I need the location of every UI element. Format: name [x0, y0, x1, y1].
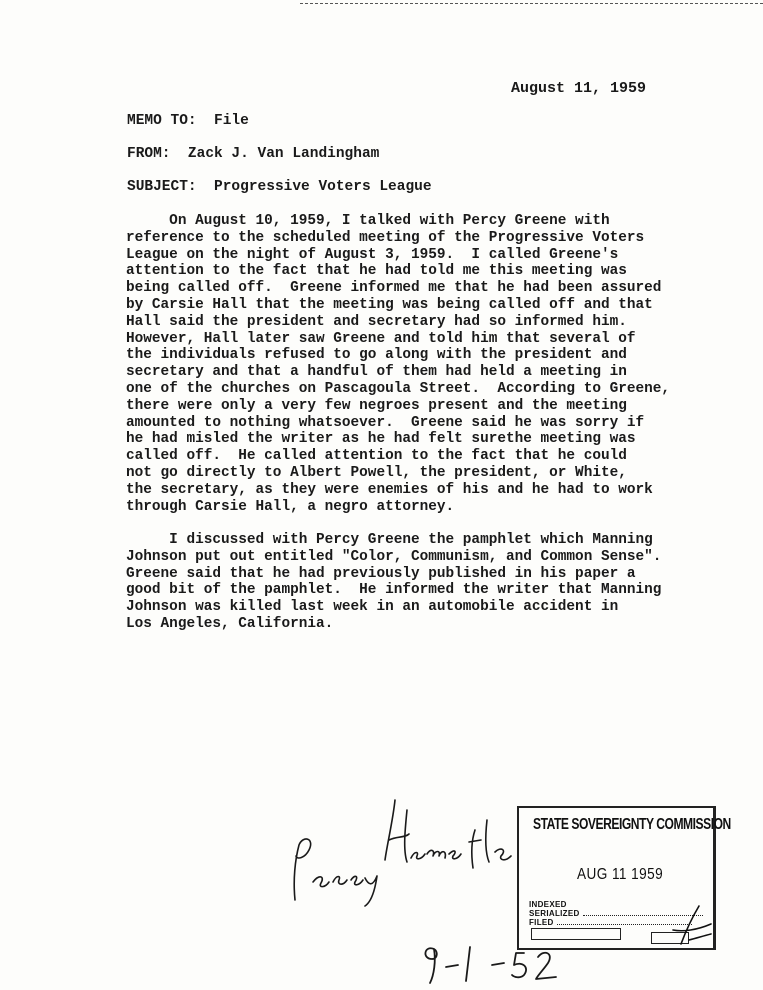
text-line: the individuals refused to go along with the president and: [126, 347, 627, 364]
text-line: the secretary, as they were enemies of his and he had to work: [126, 481, 653, 498]
memo-subject-line: [127, 179, 432, 195]
memo-subject-value: Progressive Voters League: [214, 179, 432, 195]
stamp-serialized-label: SERIALIZED: [529, 909, 580, 918]
memo-to-label: MEMO TO:: [127, 113, 197, 129]
stamp-date: AUG 11 1959: [577, 866, 664, 883]
handwritten-signature: [285, 790, 525, 910]
text-line: amounted to nothing whatsoever. Greene said he was sorry if: [126, 414, 645, 431]
stamp-filed-row: [529, 918, 692, 927]
text-line: Johnson put out entitled "Color, Communism, and Common Sense".: [126, 548, 662, 565]
memo-to-line: [127, 113, 249, 129]
text-line: reference to the scheduled meeting of the Progressive Voters: [126, 229, 645, 246]
memo-subject-label: SUBJECT:: [127, 179, 197, 195]
text-line: I discussed with Percy Greene the pamphlet which Manning: [126, 532, 653, 548]
text-line: he had misled the writer as he had felt surethe meeting was: [126, 431, 636, 448]
text-line: Hall said the president and secretary had so informed him.: [126, 313, 627, 330]
received-stamp: [517, 806, 731, 950]
memo-paragraph-1: [126, 213, 696, 515]
text-line: However, Hall later saw Greene and told him that several of: [126, 330, 636, 347]
text-line: called off. He called attention to the fact that he could: [126, 448, 627, 465]
memo-paragraph-2: [126, 532, 696, 633]
text-line: Los Angeles, California.: [126, 615, 334, 632]
scan-edge-line: [300, 3, 763, 4]
stamp-indexed-label: INDEXED: [529, 900, 567, 909]
text-line: there were only a very few negroes present and the meeting: [126, 397, 627, 414]
stamp-indexed-row: [529, 900, 567, 909]
text-line: secretary and that a handful of them had held a meeting in: [126, 364, 627, 381]
stamp-title: STATE SOVEREIGNTY COMMISSION: [533, 816, 731, 833]
text-line: League on the night of August 3, 1959. I called Greene's: [126, 246, 619, 263]
text-line: Johnson was killed last week in an automobile accident in: [126, 599, 619, 616]
text-line: Greene said that he had previously published in his paper a: [126, 565, 636, 582]
memo-from-label: FROM:: [127, 146, 171, 162]
text-line: On August 10, 1959, I talked with Percy Greene with: [126, 213, 610, 229]
memo-date: August 11, 1959: [511, 80, 647, 97]
text-line: by Carsie Hall that the meeting was being called off and that: [126, 296, 653, 313]
text-line: one of the churches on Pascagoula Street. According to Greene,: [126, 380, 671, 397]
memo-from-value: Zack J. Van Landingham: [187, 146, 380, 162]
memo-from-line: [127, 146, 379, 162]
memo-to-value: File: [214, 113, 249, 129]
text-line: being called off. Greene informed me that he had been assured: [126, 280, 662, 297]
text-line: through Carsie Hall, a negro attorney.: [126, 498, 455, 515]
stamp-filed-label: FILED: [529, 918, 554, 927]
stamp-checkmark-scribble: [669, 900, 713, 948]
text-line: attention to the fact that he had told me this meeting was: [126, 263, 627, 280]
text-line: good bit of the pamphlet. He informed the writer that Manning: [126, 582, 662, 599]
stamp-box: [531, 928, 621, 940]
text-line: not go directly to Albert Powell, the president, or White,: [126, 464, 627, 481]
